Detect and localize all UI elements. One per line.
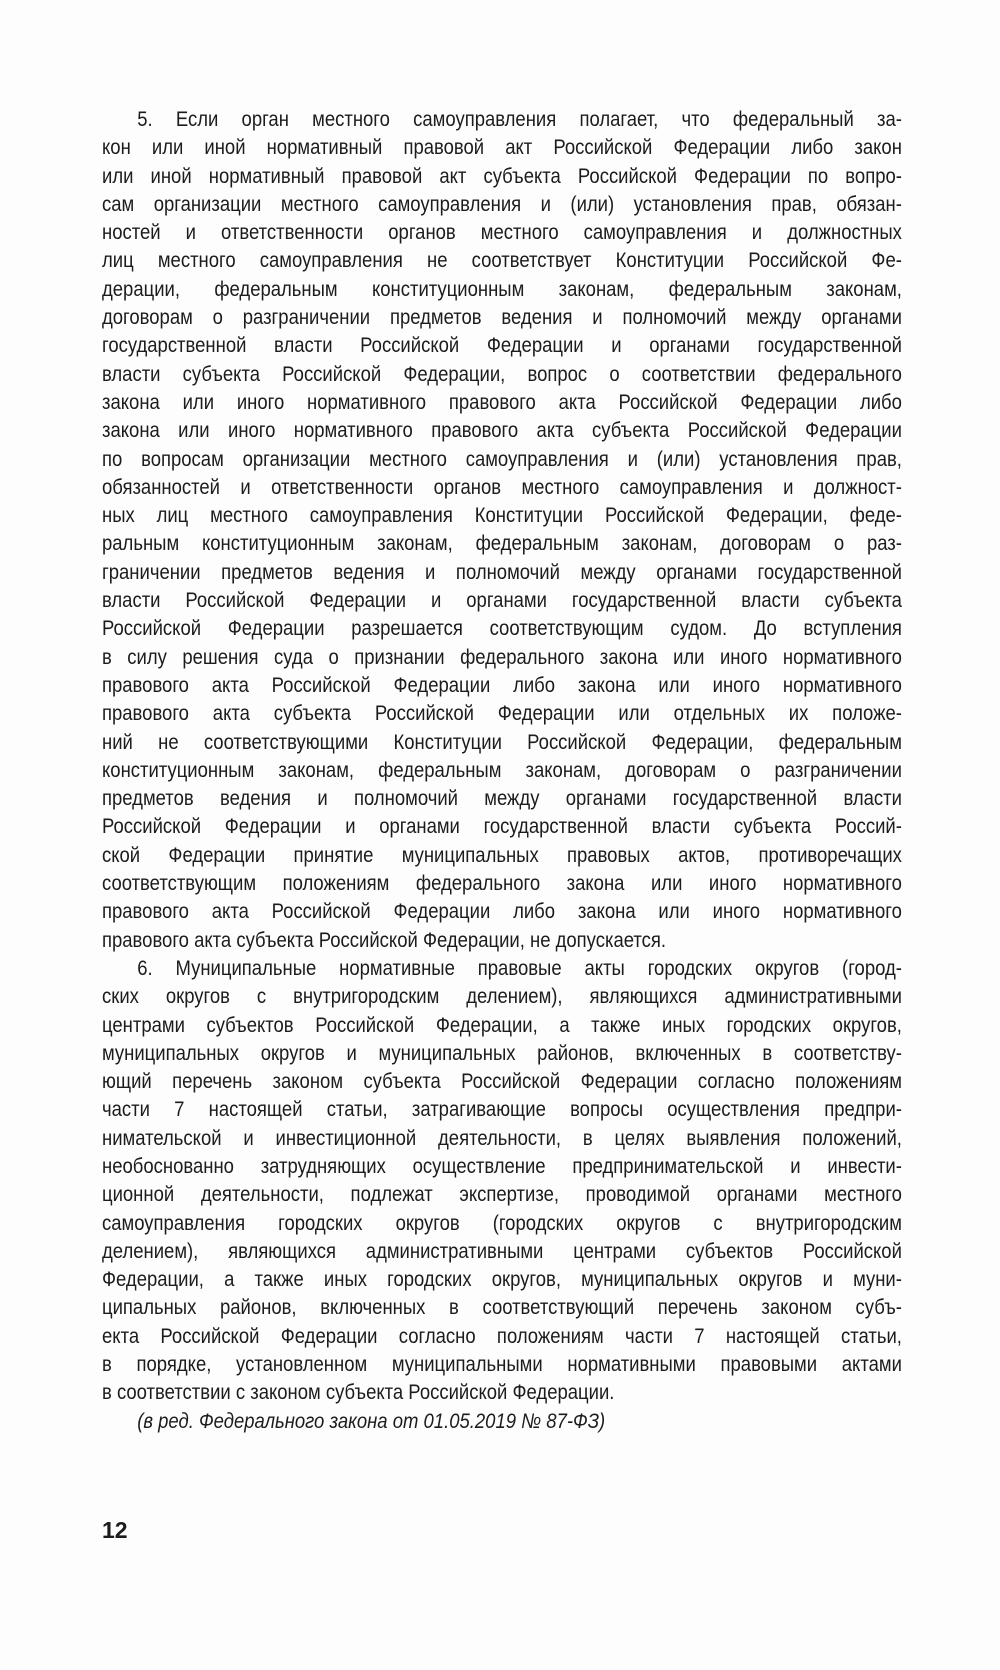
text-line: ционной деятельности, подлежат экспертизе, проводимой органами местного xyxy=(102,1183,902,1207)
text-line: кон или иной нормативный правовой акт Российской Федерации либо закон xyxy=(102,136,902,160)
text-line: правового акта Российской Федерации либо закона или иного нормативного xyxy=(102,673,902,697)
text-line: власти субъекта Российской Федерации, вопрос о соответствии федерального xyxy=(102,362,902,386)
text-line: конституционным законам, федеральным законам, договорам о разграничении xyxy=(102,758,902,782)
text-line: делением), являющихся административными центрами субъектов Российской xyxy=(102,1239,902,1263)
text-line: правового акта субъекта Российской Федерации, не допускается. xyxy=(102,928,667,952)
text-line: муниципальных округов и муниципальных районов, включенных в соответству- xyxy=(102,1041,902,1065)
text-line: государственной власти Российской Федерации и органами государственной xyxy=(102,334,902,358)
text-line: необоснованно затрудняющих осуществление предпринимательской и инвести- xyxy=(102,1154,902,1178)
text-line: части 7 настоящей статьи, затрагивающие вопросы осуществления предпри- xyxy=(102,1098,902,1122)
text-line: договорам о разграничении предметов ведения и полномочий между органами xyxy=(102,306,902,330)
text-line: ципальных районов, включенных в соответствующий перечень законом субъ- xyxy=(102,1296,902,1320)
text-line: екта Российской Федерации согласно положениям части 7 настоящей статьи, xyxy=(102,1324,902,1348)
text-line: по вопросам организации местного самоуправления и (или) установления прав, xyxy=(102,447,902,471)
text-line: закона или иного нормативного правового акта субъекта Российской Федерации xyxy=(102,419,902,443)
amendment-note xyxy=(102,1408,902,1436)
text-line: самоуправления городских округов (городских округов с внутригородским xyxy=(102,1211,902,1235)
text-line: ностей и ответственности органов местного самоуправления и должностных xyxy=(102,221,902,245)
text-line: ских округов с внутригородским делением), являющихся административными xyxy=(102,985,902,1009)
text-line: правового акта субъекта Российской Федерации или отдельных их положе- xyxy=(102,702,902,726)
text-line: власти Российской Федерации и органами государственной власти субъекта xyxy=(102,589,902,613)
text-line: правового акта Российской Федерации либо закона или иного нормативного xyxy=(102,900,902,924)
text-line: центрами субъектов Российской Федерации, а также иных городских округов, xyxy=(102,1013,902,1037)
text-line: закона или иного нормативного правового акта Российской Федерации либо xyxy=(102,390,902,414)
page-number: 12 xyxy=(102,1517,128,1543)
text-line: ральным конституционным законам, федеральным законам, договорам о раз- xyxy=(102,532,902,556)
text-line: соответствующим положениям федерального закона или иного нормативного xyxy=(102,872,902,896)
text-line: нимательской и инвестиционной деятельности, в целях выявления положений, xyxy=(102,1126,902,1150)
text-block xyxy=(102,106,902,1436)
text-line: предметов ведения и полномочий между органами государственной власти xyxy=(102,787,902,811)
text-line: в силу решения суда о признании федерального закона или иного нормативного xyxy=(102,645,902,669)
text-line: в порядке, установленном муниципальными нормативными правовыми актами xyxy=(102,1353,902,1377)
text-line: Российской Федерации и органами государственной власти субъекта Россий- xyxy=(102,815,902,839)
text-line: лиц местного самоуправления не соответствует Конституции Российской Фе- xyxy=(102,249,902,273)
text-line: дерации, федеральным конституционным законам, федеральным законам, xyxy=(102,277,902,301)
amendment-line: (в ред. Федерального закона от 01.05.2019 № 87-ФЗ) xyxy=(137,1409,606,1433)
text-line: граничении предметов ведения и полномочий между органами государственной xyxy=(102,560,902,584)
paragraph-5 xyxy=(102,106,902,955)
text-line: обязанностей и ответственности органов местного самоуправления и должност- xyxy=(102,475,902,499)
text-line: в соответствии с законом субъекта Российской Федерации. xyxy=(102,1381,615,1405)
text-line: ных лиц местного самоуправления Конституции Российской Федерации, феде- xyxy=(102,504,902,528)
text-line: сам организации местного самоуправления и (или) установления прав, обязан- xyxy=(102,192,902,216)
paragraph-6 xyxy=(102,955,902,1408)
text-line: 5. Если орган местного самоуправления полагает, что федеральный за- xyxy=(137,108,902,131)
text-line: Российской Федерации разрешается соответствующим судом. До вступления xyxy=(102,617,902,641)
text-line: ской Федерации принятие муниципальных правовых актов, противоречащих xyxy=(102,843,902,867)
text-line: 6. Муниципальные нормативные правовые акты городских округов (город- xyxy=(137,956,902,980)
text-line: или иной нормативный правовой акт субъекта Российской Федерации по вопро- xyxy=(102,164,902,188)
text-line: ний не соответствующими Конституции Российской Федерации, федеральным xyxy=(102,730,902,754)
text-line: ющий перечень законом субъекта Российской Федерации согласно положениям xyxy=(102,1070,902,1094)
text-line: Федерации, а также иных городских округов, муниципальных округов и муни- xyxy=(102,1268,902,1292)
